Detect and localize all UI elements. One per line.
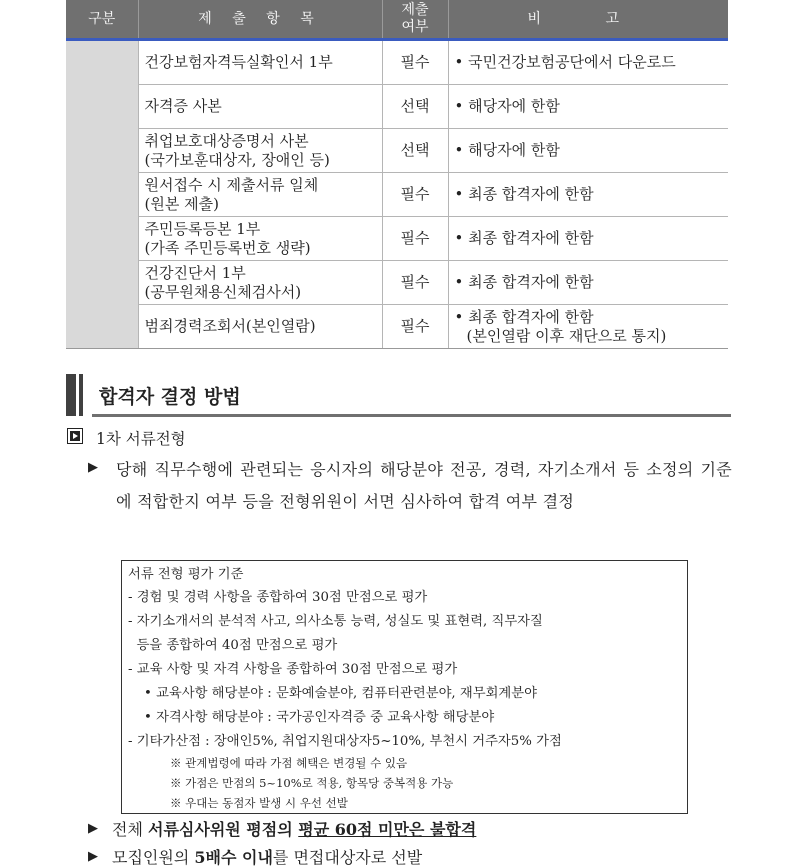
item-cell (138, 217, 382, 261)
heading-bar-thin (79, 374, 83, 416)
fail-criterion (112, 817, 476, 840)
box-line: • 교육사항 해당분야 : 문화예술분야, 컴퓨터관련분야, 재무회계분야 (144, 686, 537, 701)
box-line: • 자격사항 해당분야 : 국가공인자격증 중 교육사항 해당분야 (144, 710, 495, 725)
required-cell: 선택 (382, 129, 448, 173)
note-text: • 국민건강보험공단에서 다운로드 (455, 53, 723, 72)
note-text: (본인열람 이후 재단으로 통지) (466, 326, 667, 345)
item-text: 자격증 사본 (144, 97, 222, 115)
triangle-right-icon: ▶ (88, 821, 98, 836)
note-cell (448, 85, 728, 129)
section-title: 합격자 결정 방법 (99, 386, 241, 408)
item-cell (138, 85, 382, 129)
item-text: (공무원채용신체검사서) (144, 282, 302, 301)
note-cell (448, 129, 728, 173)
interview-selection (112, 845, 422, 868)
note-cell (448, 173, 728, 217)
tail-text: 모집인원의 (112, 848, 195, 867)
box-line: - 교육 사항 및 자격 사항을 종합하여 30점 만점으로 평가 (128, 662, 458, 677)
note-text: • 최종 합격자에 한함 (455, 308, 723, 327)
tail-bold: 5배수 이내 (194, 848, 273, 867)
table-row (66, 129, 728, 173)
triangle-right-icon: ▶ (88, 849, 98, 864)
note-cell (448, 261, 728, 305)
header-note: 비 고 (448, 0, 728, 40)
note-text: • 최종 합격자에 한함 (455, 185, 723, 204)
box-line: - 자기소개서의 분석적 사고, 의사소통 능력, 성실도 및 표현력, 직무자질 (128, 614, 543, 629)
box-note: ※ 관계법령에 따라 가점 혜택은 변경될 수 있음 (170, 756, 408, 770)
note-text: • 해당자에 한함 (455, 141, 723, 160)
box-note: ※ 가점은 만점의 5~10%로 적용, 항목당 중복적용 가능 (170, 776, 454, 790)
category-cell (66, 40, 138, 349)
required-cell: 선택 (382, 85, 448, 129)
item-text: 주민등록등본 1부 (144, 219, 261, 238)
header-required: 제출 여부 (382, 0, 448, 40)
box-note: ※ 우대는 동점자 발생 시 우선 선발 (170, 796, 348, 810)
step-title: 1차 서류전형 (96, 430, 186, 448)
item-text: (원본 제출) (144, 194, 219, 213)
required-cell: 필수 (382, 305, 448, 349)
tail-bold-underline: 평균 60점 미만은 불합격 (298, 820, 477, 839)
step-description: 당해 직무수행에 관련되는 응시자의 해당분야 전공, 경력, 자기소개서 등 소정의 기준에 적합한지 여부 등을 전형위원이 서면 심사하여 합격 여부 결정 (116, 460, 732, 511)
required-cell: 필수 (382, 173, 448, 217)
table-row (66, 217, 728, 261)
triangle-right-icon: ▶ (88, 460, 98, 475)
checkbox-arrow-icon (67, 428, 83, 448)
tail-text: 전체 (112, 820, 148, 839)
heading-underline (92, 414, 731, 417)
item-cell (138, 40, 382, 85)
item-cell (138, 173, 382, 217)
table-row (66, 173, 728, 217)
item-text: 건강보험자격득실확인서 1부 (144, 53, 333, 71)
item-text: 취업보호대상증명서 사본 (144, 131, 309, 150)
note-cell (448, 305, 728, 349)
table-row (66, 40, 728, 85)
item-text: (국가보훈대상자, 장애인 등) (144, 150, 330, 169)
note-cell (448, 40, 728, 85)
header-category: 구분 (66, 0, 138, 40)
note-text: • 해당자에 한함 (455, 97, 723, 116)
box-line: - 기타가산점 : 장애인5%, 취업지원대상자5~10%, 부천시 거주자5% 가점 (128, 734, 562, 749)
header-item: 제 출 항 목 (138, 0, 382, 40)
table-row (66, 85, 728, 129)
note-cell (448, 217, 728, 261)
criteria-box (121, 560, 688, 814)
table-header (66, 0, 728, 40)
table-row (66, 261, 728, 305)
item-text: 범죄경력조회서(본인열람) (144, 317, 316, 335)
item-cell (138, 261, 382, 305)
note-text: • 최종 합격자에 한함 (455, 273, 723, 292)
required-cell: 필수 (382, 261, 448, 305)
heading-bar (66, 374, 76, 416)
item-cell (138, 129, 382, 173)
required-cell: 필수 (382, 40, 448, 85)
item-text: (가족 주민등록번호 생략) (144, 238, 311, 257)
item-cell (138, 305, 382, 349)
tail-text: 를 면접대상자로 선발 (272, 848, 423, 867)
table-row (66, 305, 728, 349)
box-line: 등을 종합하여 40점 만점으로 평가 (128, 638, 338, 653)
submission-table (66, 0, 728, 349)
item-text: 원서접수 시 제출서류 일체 (144, 175, 319, 194)
tail-bold: 서류심사위원 평점의 (148, 820, 299, 839)
note-text: • 최종 합격자에 한함 (455, 229, 723, 248)
required-cell: 필수 (382, 217, 448, 261)
item-text: 건강진단서 1부 (144, 263, 246, 282)
box-title: 서류 전형 평가 기준 (128, 567, 244, 582)
box-line: - 경험 및 경력 사항을 종합하여 30점 만점으로 평가 (128, 590, 428, 605)
